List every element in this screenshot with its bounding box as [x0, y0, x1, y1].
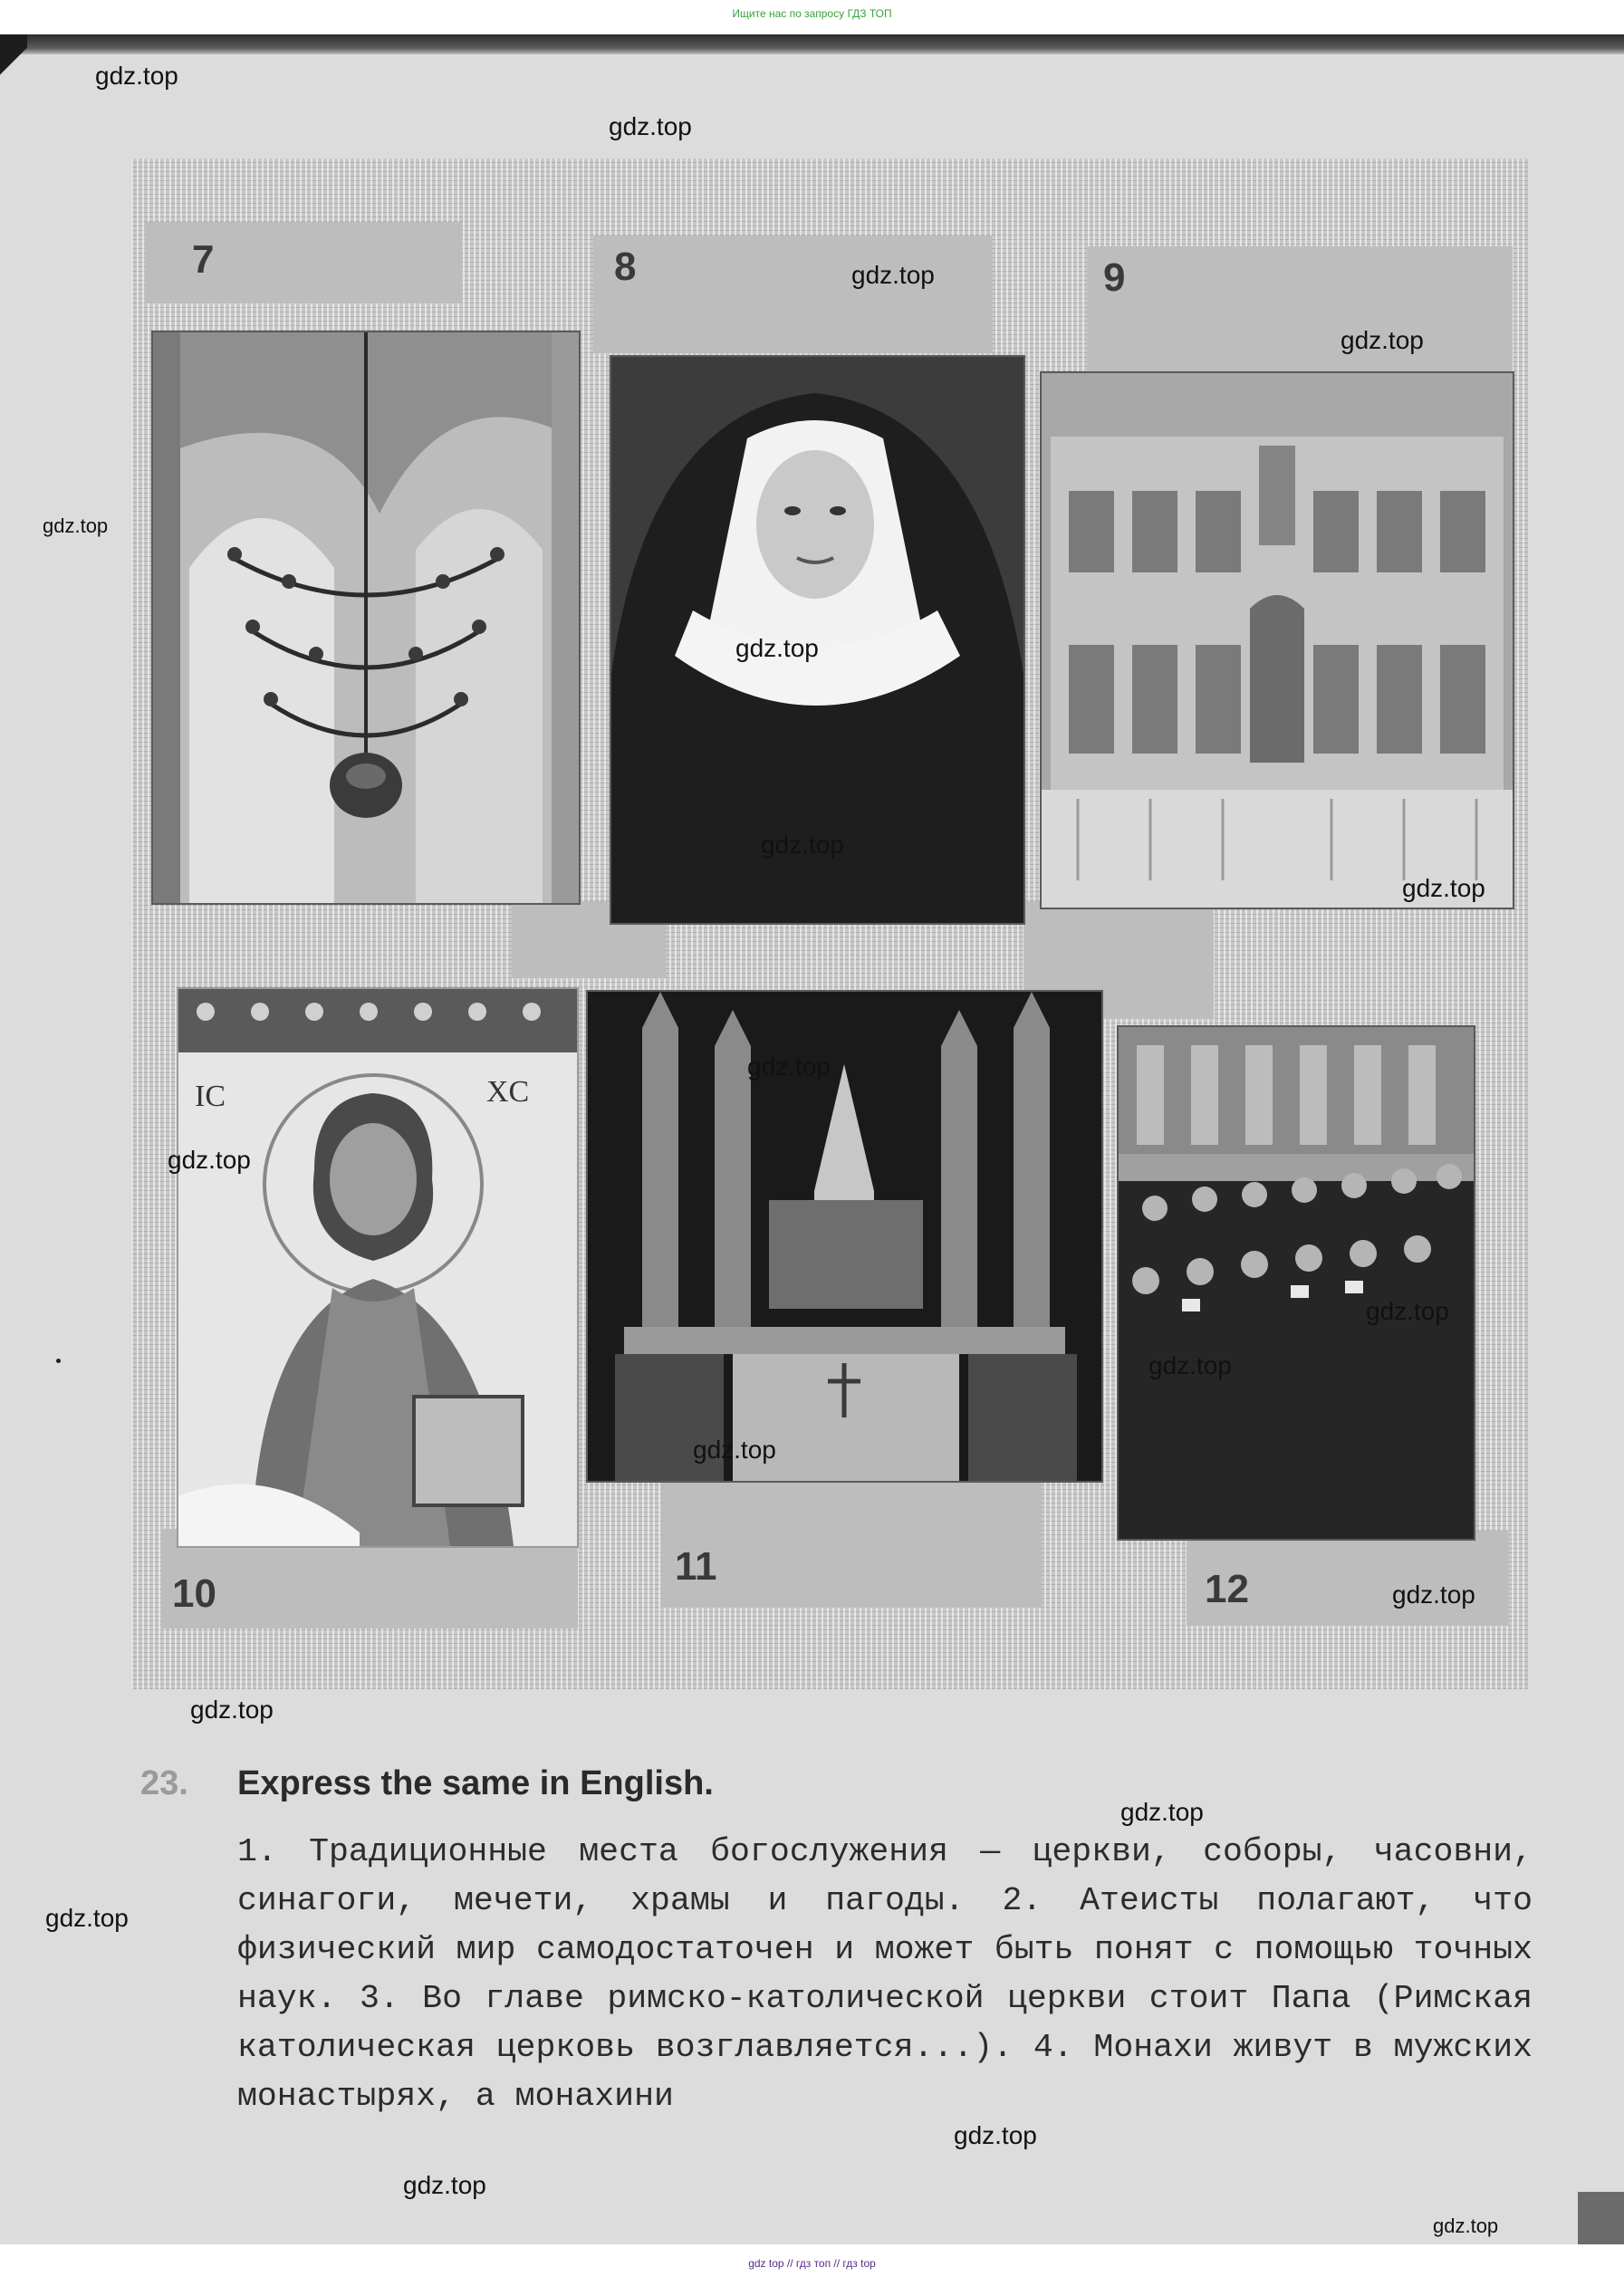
label-block-9: [1087, 246, 1513, 373]
watermark-1: gdz.top: [95, 62, 178, 90]
watermark-3: gdz.top: [851, 261, 935, 289]
photo-number-9: 9: [1103, 255, 1126, 300]
watermark-16: gdz.top: [1120, 1798, 1204, 1826]
label-block-11: [661, 1476, 1042, 1608]
photo-9-iconostasis: [1040, 371, 1514, 909]
photo-11-altar: [586, 990, 1103, 1483]
watermark-9: gdz.top: [747, 1052, 831, 1081]
scan-edge-shadow: [0, 34, 1624, 54]
watermark-13: gdz.top: [693, 1436, 776, 1464]
watermark-11: gdz.top: [1366, 1297, 1449, 1325]
icon-letters-xc: XC: [486, 1075, 530, 1109]
watermark-10: gdz.top: [168, 1146, 251, 1174]
photo-7-chandelier: [151, 331, 581, 905]
scan-speck: [56, 1359, 61, 1363]
watermark-2: gdz.top: [609, 112, 692, 140]
photo-number-8: 8: [614, 245, 637, 289]
watermark-18: gdz.top: [954, 2121, 1037, 2149]
photo-number-11: 11: [675, 1544, 717, 1589]
exercise-number: 23.: [140, 1764, 188, 1802]
exercise-title: Express the same in English.: [237, 1764, 714, 1802]
photo-number-7: 7: [192, 237, 215, 282]
watermark-19: gdz.top: [403, 2171, 486, 2199]
label-block-8: [593, 235, 992, 353]
scan-corner-shadow: [0, 34, 27, 107]
watermark-5: gdz.top: [43, 514, 109, 537]
page-edge-tab: [1578, 2192, 1624, 2244]
watermark-6: gdz.top: [735, 634, 819, 662]
watermark-15: gdz.top: [190, 1696, 274, 1724]
watermark-7: gdz.top: [761, 831, 844, 859]
watermark-8: gdz.top: [1402, 874, 1485, 902]
watermark-17: gdz.top: [45, 1904, 129, 1932]
photo-12-choir: [1117, 1025, 1475, 1541]
footer-links: gdz top // гдз топ // гдз top: [748, 2257, 876, 2270]
icon-letters-ic: IC: [195, 1080, 226, 1113]
photo-number-10: 10: [172, 1571, 216, 1616]
photo-10-christ-icon: [177, 987, 579, 1548]
search-banner: Ищите нас по запросу ГДЗ ТОП: [732, 7, 892, 20]
exercise-text: 1. Традиционные места богослужения — церкви, соборы, часовни, синагоги, мечети, храмы и пагоды. 2. Атеисты полагают, что физический мир самодостаточен и может быть понят с помощью точных наук. 3. Во главе римско-католической церкви стоит Папа (Римская католическая церковь возглавляется...). 4. Монахи живут в мужских монастырях, а монахини: [237, 1833, 1533, 2115]
watermark-14: gdz.top: [1392, 1580, 1475, 1609]
watermark-4: gdz.top: [1341, 326, 1424, 354]
watermark-12: gdz.top: [1148, 1351, 1232, 1379]
watermark-20: gdz.top: [1433, 2215, 1499, 2237]
photo-number-12: 12: [1205, 1567, 1249, 1611]
